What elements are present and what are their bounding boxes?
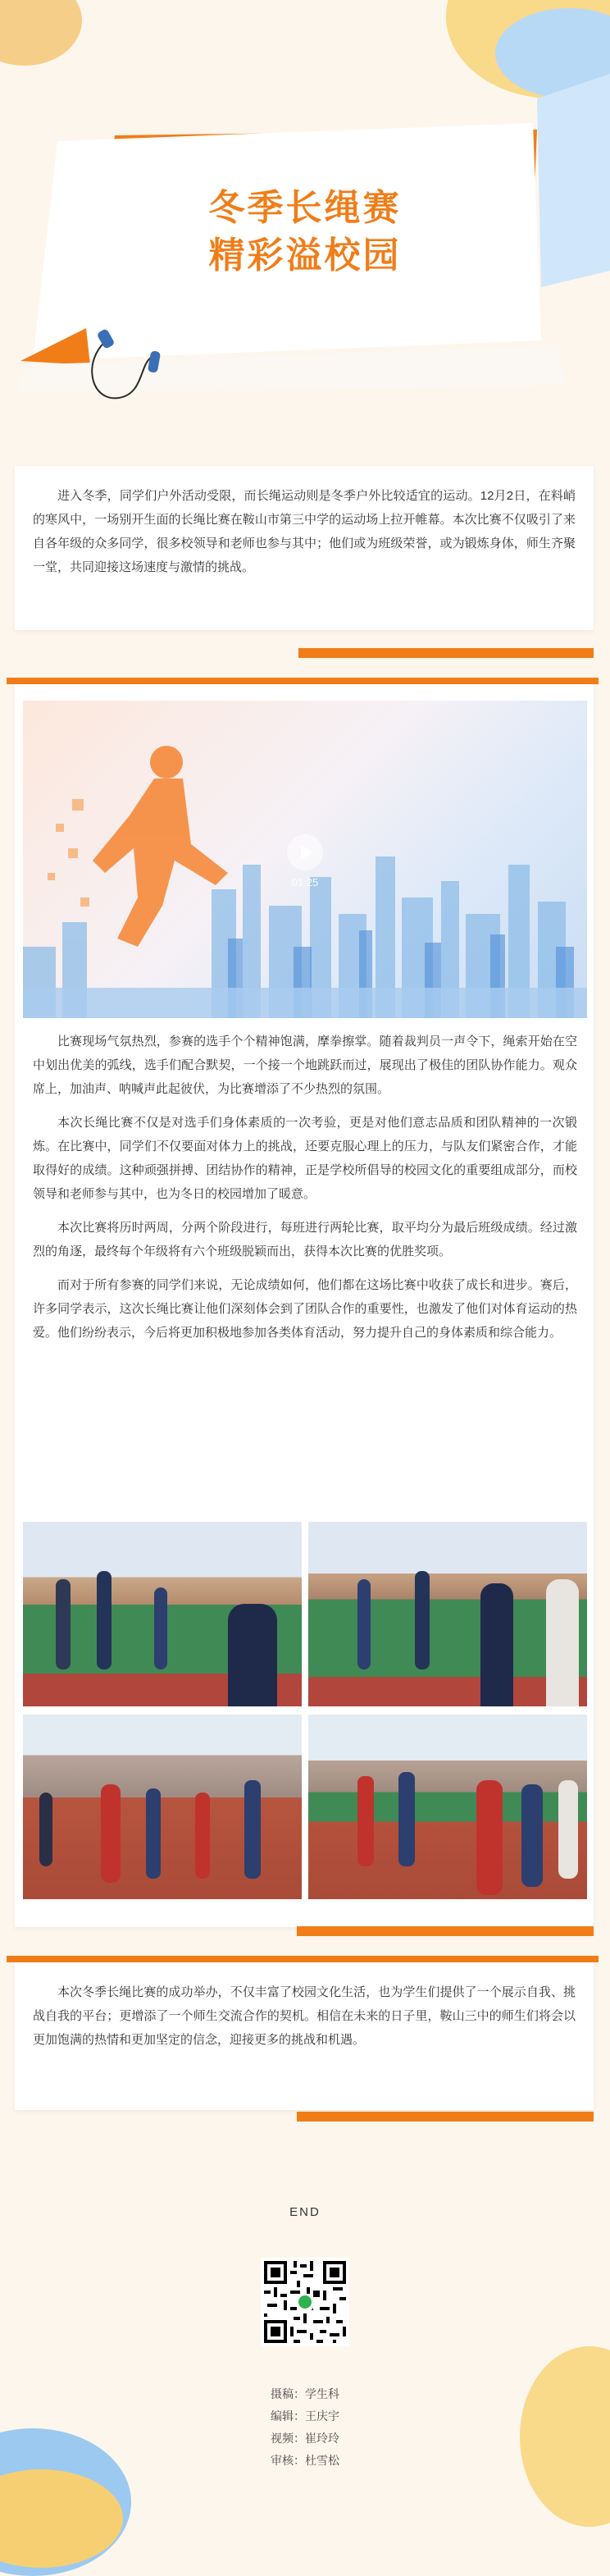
video-player[interactable] (23, 701, 587, 1018)
intro-card (15, 466, 594, 630)
body-paragraph-1: 比赛现场气氛热烈，参赛的选手个个精神饱满，摩拳擦掌。随着裁判员一声令下，绳索开始在空中划出优美的弧线，选手们配合默契，一个接一个地跳跃而过，展现出了极佳的团队协作能力。观众席上，加油声、呐喊声此起彼伏，为比赛增添了不少热烈的氛围。 (33, 1035, 577, 1096)
hero-title-line2: 精彩溢校园 (208, 235, 402, 276)
body-paragraph-2: 本次长绳比赛不仅是对选手们身体素质的一次考验，更是对他们意志品质和团队精神的一次锻炼。在比赛中，同学们不仅要面对体力上的挑战，还要克服心理上的压力，与队友们紧密合作，才能取得好的成绩。这种顽强拼搏、团结协作的精神，正是学校所倡导的校园文化的重要组成部分，而校领导和老师参与其中，也为冬日的校园增加了暖意。 (33, 1116, 577, 1201)
intro-accent-bar (298, 648, 594, 658)
body-paragraph-4: 而对于所有参赛的同学们来说，无论成绩如何，他们都在这场比赛中收获了成长和进步。赛后，许多同学表示，这次长绳比赛让他们深刻体会到了团队合作的重要性，也激发了他们对体育运动的热爱。他们纷纷表示，今后将更加积极地参加各类体育活动，努力提升自己的身体素质和综合能力。 (33, 1278, 577, 1340)
closing-paragraph: 本次冬季长绳比赛的成功举办，不仅丰富了校园文化生活，也为学生们提供了一个展示自我、挑战自我的平台；更增添了一个师生交流合作的契机。相信在未来的日子里，鞍山三中的师生们将会以更加饱满的热情和更加坚定的信念，迎接更多的挑战和机遇。 (33, 1985, 576, 2047)
credit-line-photo: 摄稿：学生科 (271, 2387, 339, 2400)
play-icon (301, 845, 312, 860)
hero-banner (0, 0, 610, 459)
credit-line-editor: 编辑：王庆宇 (271, 2409, 339, 2423)
credits (0, 2383, 610, 2472)
video-duration: 01:25 (291, 876, 319, 888)
credit-line-reviewer: 审核：杜雪松 (271, 2454, 339, 2467)
closing-top-bar (7, 1956, 599, 1962)
end-label: END (289, 2205, 321, 2219)
event-photo-1 (23, 1522, 302, 1706)
main-accent-bar (297, 1926, 594, 1936)
qr-code[interactable] (261, 2258, 349, 2346)
jump-rope-icon (82, 328, 172, 410)
qr-code-image (261, 2258, 349, 2346)
event-photo-3 (23, 1715, 302, 1899)
hero-title-line1: 冬季长绳赛 (208, 187, 402, 229)
body-paragraph-3: 本次比赛将历时两周，分两个阶段进行，每班进行两轮比赛，取平均分为最后班级成绩。经过激烈的角逐，最终每个年级将有六个班级脱颖而出，获得本次比赛的优胜奖项。 (33, 1221, 577, 1258)
event-photo-2 (308, 1522, 587, 1706)
intro-paragraph: 进入冬季，同学们户外活动受限，而长绳运动则是冬季户外比较适宜的运动。12月2日，在料峭的寒风中，一场别开生面的长绳比赛在鞍山市第三中学的运动场上拉开帷幕。本次比赛不仅吸引了来自各年级的众多同学，很多校领导和老师也参与其中；他们或为班级荣誉，或为锻炼身体，师生齐聚一堂，共同迎接这场速度与激情的挑战。 (33, 489, 576, 574)
hero-title (0, 185, 610, 280)
event-photo-4 (308, 1715, 587, 1899)
closing-accent-bar (297, 2112, 594, 2122)
play-button[interactable] (287, 834, 323, 870)
closing-card (15, 1962, 594, 2110)
credit-line-video: 视频：崔玲玲 (271, 2432, 339, 2445)
main-top-bar (7, 678, 599, 684)
article-body (33, 1030, 577, 1354)
